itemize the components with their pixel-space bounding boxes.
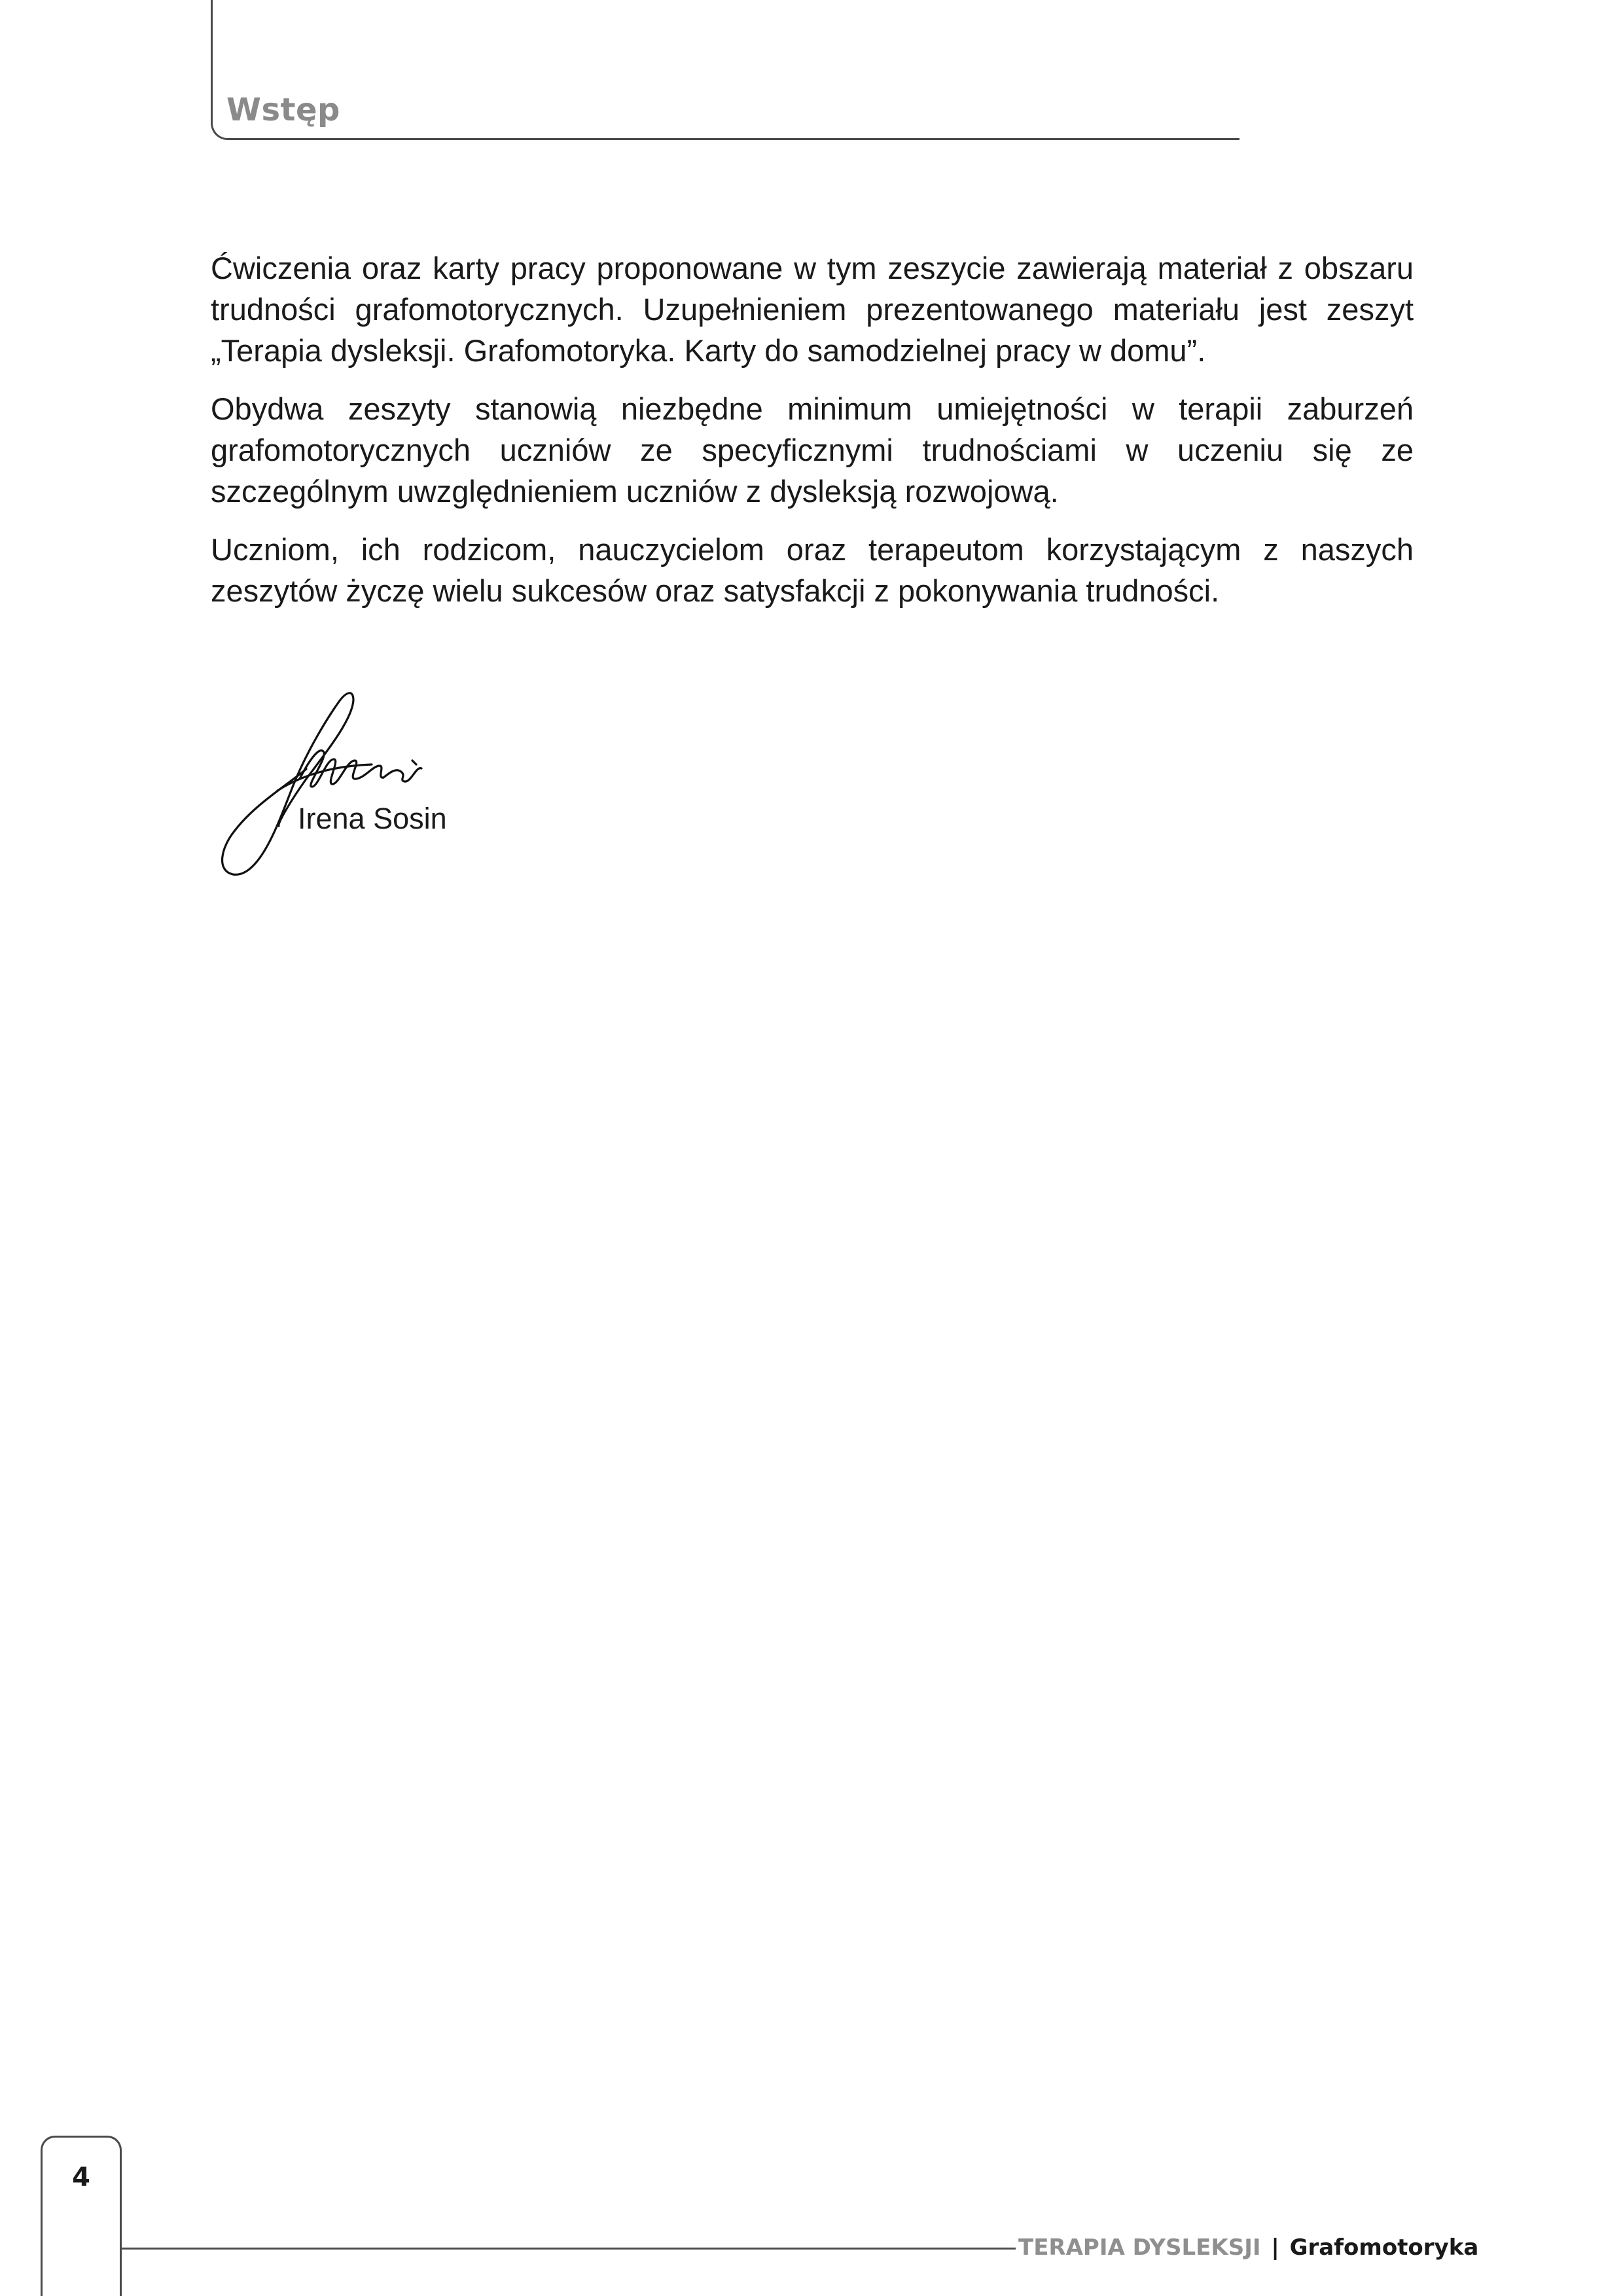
footer-series-name: TERAPIA DYSLEKSJI [1018,2234,1261,2261]
body-text [211,247,1414,628]
footer-book-name: Grafomotoryka [1289,2234,1479,2261]
signature-block [208,674,483,877]
footer-rule [122,2248,1016,2250]
page-number: 4 [72,2162,90,2193]
footer-separator: | [1271,2234,1279,2261]
handwritten-signature-icon [208,674,483,877]
footer-title [1018,2234,1478,2261]
paragraph-2: Obydwa zeszyty stanowią niezbędne minimum umiejętności w terapii zaburzeń grafomotorycznych uczniów ze specyficznymi trudnościami w uczeniu się ze szczególnym uwzględnieniem uczniów z dysleksją rozwojową. [211,391,1414,509]
signer-name: Irena Sosin [298,802,447,835]
header-frame [211,0,1240,140]
paragraph-1: Ćwiczenia oraz karty pracy proponowane w tym zeszycie zawierają materiał z obszaru trudności grafomotorycznych. Uzupełnieniem prezentowanego materiału jest zeszyt „Terapia dysleksji. Grafomotoryka. Karty do samodzielnej pracy w domu”. [211,251,1414,368]
paragraph-3: Uczniom, ich rodzicom, nauczycielom oraz terapeutom korzystającym z naszych zeszytów życzę wielu sukcesów oraz satysfakcji z pokonywania trudności. [211,532,1414,608]
page-number-box [41,2136,122,2296]
section-title: Wstęp [226,92,340,128]
